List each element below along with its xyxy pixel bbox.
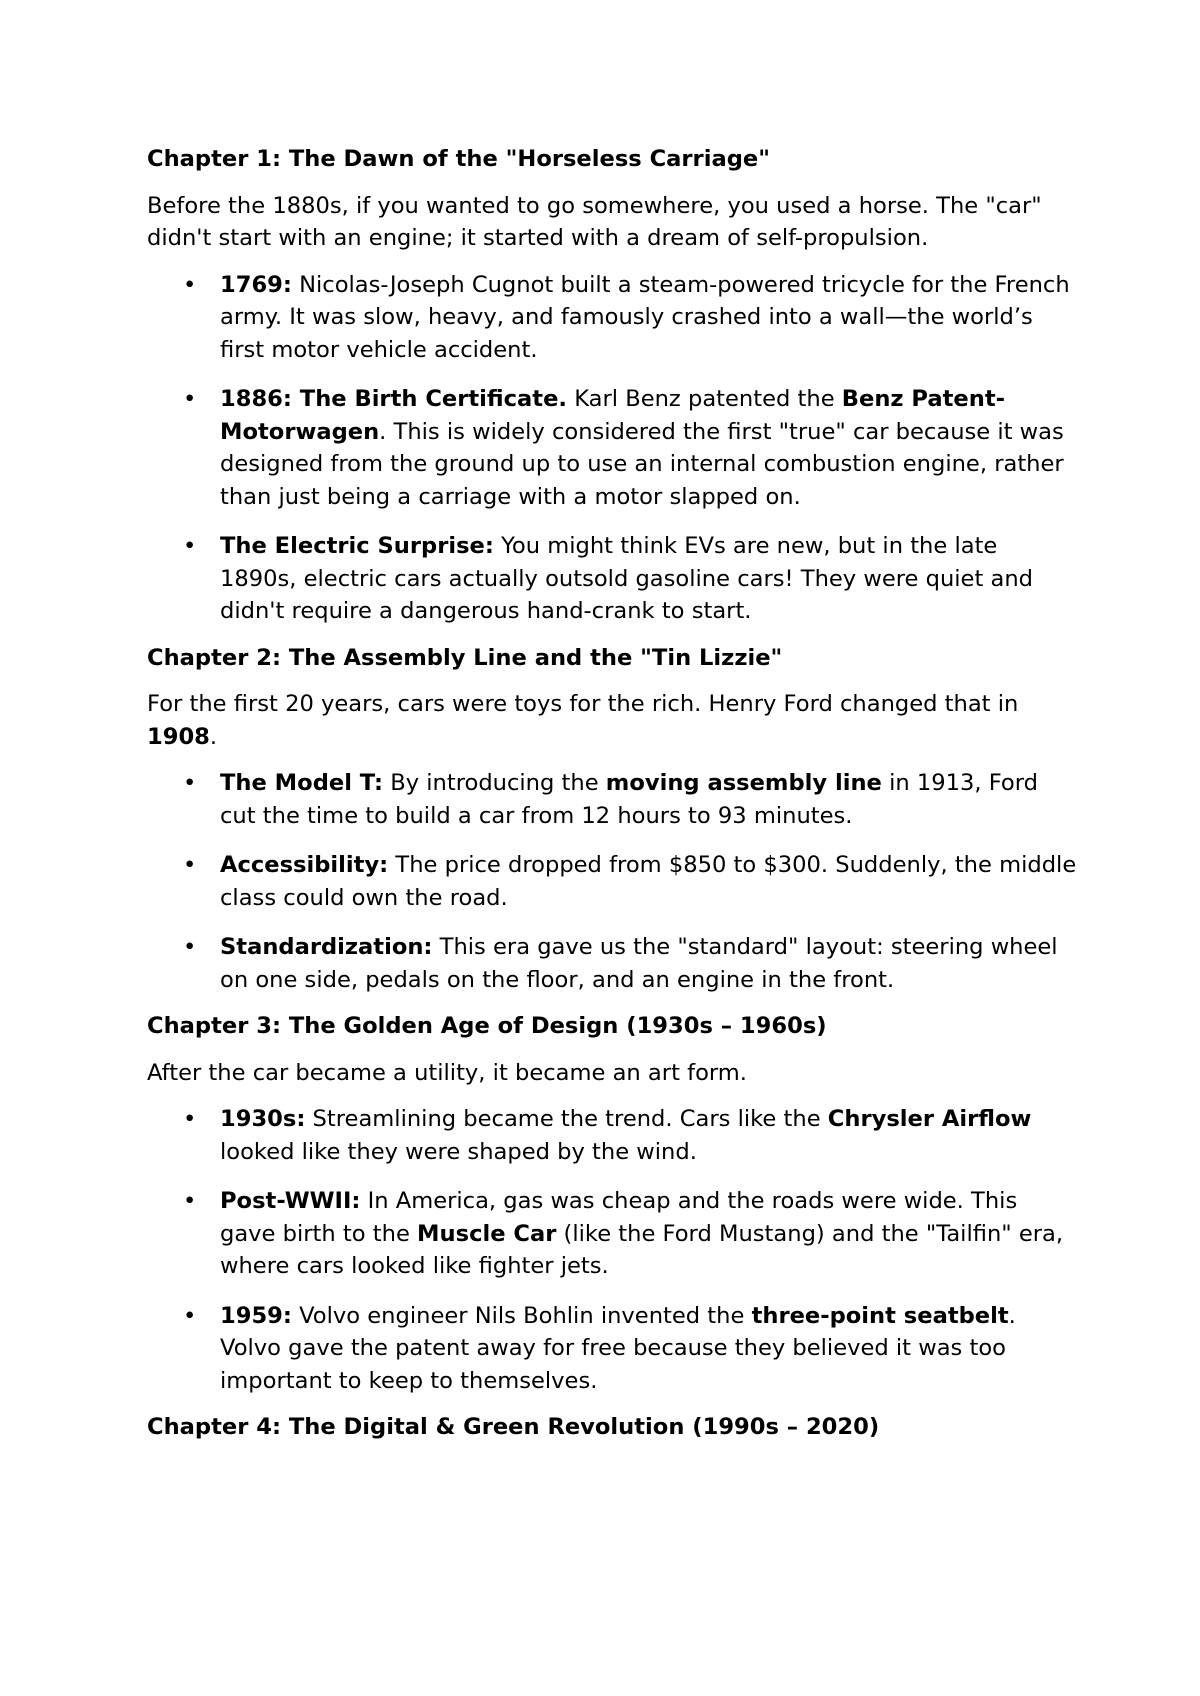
- bold-text: 1769:: [220, 271, 292, 298]
- text-run: For the first 20 years, cars were toys for the rich. Henry Ford changed that in: [147, 691, 1019, 717]
- list-item: [147, 1185, 1077, 1283]
- bold-text: The Electric Surprise:: [220, 533, 494, 559]
- list-item: [147, 931, 1077, 996]
- text-run: By introducing the: [383, 770, 606, 796]
- chapter-heading: Chapter 2: The Assembly Line and the "Tin Lizzie": [147, 644, 783, 671]
- list-item: [147, 1103, 1077, 1168]
- list-item: [147, 269, 1077, 367]
- chapter-section: [147, 1010, 1077, 1397]
- bullet-list: [147, 767, 1077, 996]
- bold-text: moving assembly line: [605, 770, 882, 796]
- text-run: . This is widely considered the first "true" car because it was designed from the ground up to use an internal combustion engine, rather than just being a carriage with a motor slapped on.: [220, 418, 1064, 510]
- chapter-section: [147, 143, 1077, 628]
- text-run: .: [209, 723, 218, 750]
- list-item: [147, 1300, 1077, 1398]
- bold-text: Post-WWII:: [220, 1188, 361, 1214]
- text-run: Nicolas-Joseph Cugnot built a steam-powered tricycle for the French army. It was slow, heavy, and famously crashed into a wall—the world’s first motor vehicle accident.: [220, 271, 1070, 363]
- bold-text: 1886: The Birth Certificate.: [220, 386, 568, 412]
- document-page: [147, 143, 1077, 1458]
- chapter-intro: [147, 1057, 1077, 1090]
- bullet-icon: •: [183, 1188, 197, 1214]
- bold-text: The Model T:: [220, 770, 384, 796]
- bold-text: Accessibility:: [220, 852, 389, 878]
- bold-text: 1908: [147, 723, 210, 750]
- text-run: . Volvo gave the patent away for free because they believed it was too important to keep to themselves.: [220, 1302, 1016, 1394]
- list-item: [147, 530, 1077, 628]
- text-run: After the car became a utility, it became an art form.: [147, 1059, 747, 1086]
- list-item: [147, 767, 1077, 832]
- bold-text: 1959:: [220, 1302, 292, 1329]
- list-item: [147, 383, 1077, 513]
- bullet-icon: •: [183, 386, 197, 412]
- chapter-heading: Chapter 4: The Digital & Green Revolution (1990s – 2020): [147, 1414, 880, 1440]
- text-run: This era gave us the "standard" layout: steering wheel on one side, pedals on the floor, and an engine in the front.: [220, 934, 1058, 993]
- text-run: Volvo engineer Nils Bohlin invented the: [291, 1302, 752, 1329]
- text-run: The price dropped from $850 to $300. Suddenly, the middle class could own the road.: [220, 852, 1077, 911]
- bullet-icon: •: [183, 1302, 197, 1329]
- bullet-icon: •: [183, 1106, 197, 1132]
- bold-text: Muscle Car: [417, 1220, 557, 1247]
- bold-text: Standardization:: [220, 934, 433, 960]
- text-run: In America, gas was cheap and the roads were wide. This gave birth to the: [220, 1188, 1018, 1247]
- chapter-section: [147, 642, 1077, 997]
- bold-text: Chrysler Airflow: [827, 1106, 1032, 1132]
- chapter-heading: Chapter 3: The Golden Age of Design (1930s – 1960s): [147, 1013, 827, 1039]
- text-run: (like the Ford Mustang) and the "Tailfin" era, where cars looked like fighter jets.: [220, 1220, 1064, 1279]
- text-run: in 1913, Ford cut the time to build a car from 12 hours to 93 minutes.: [220, 770, 1038, 829]
- bullet-list: [147, 1103, 1077, 1397]
- bullet-list: [147, 269, 1077, 628]
- bullet-icon: •: [183, 271, 197, 298]
- chapter-heading: Chapter 1: The Dawn of the "Horseless Carriage": [147, 146, 770, 172]
- bullet-icon: •: [183, 770, 197, 796]
- bullet-icon: •: [183, 852, 197, 878]
- bold-text: three-point seatbelt: [751, 1302, 1009, 1329]
- bullet-icon: •: [183, 934, 197, 960]
- list-item: [147, 849, 1077, 914]
- bold-text: 1930s:: [220, 1106, 306, 1132]
- text-run: Streamlining became the trend. Cars like the: [305, 1106, 828, 1132]
- bold-text: Benz Patent-Motorwagen: [220, 386, 1006, 445]
- text-run: looked like they were shaped by the wind.: [220, 1138, 697, 1165]
- chapter-intro: [147, 688, 1077, 753]
- chapter-section: [147, 1411, 1077, 1444]
- text-run: Karl Benz patented the: [567, 386, 842, 412]
- text-run: Before the 1880s, if you wanted to go somewhere, you used a horse. The "car" didn't start with an engine; it started with a dream of self-propulsion.: [147, 192, 1042, 251]
- text-run: You might think EVs are new, but in the late 1890s, electric cars actually outsold gasoline cars! They were quiet and didn't require a dangerous hand-crank to start.: [220, 533, 1033, 624]
- chapter-intro: [147, 190, 1077, 255]
- bullet-icon: •: [183, 533, 197, 559]
